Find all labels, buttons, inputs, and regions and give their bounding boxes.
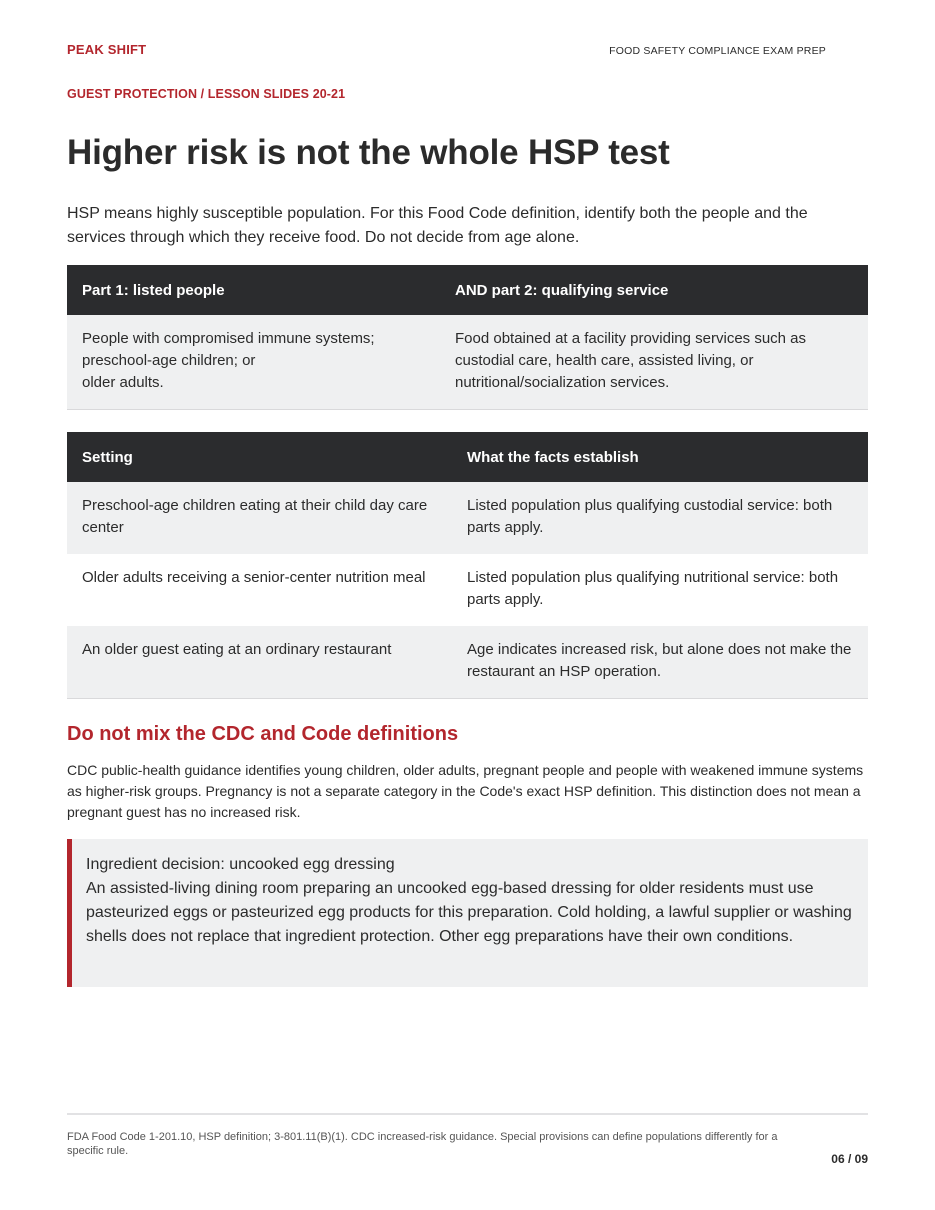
callout-title: Ingredient decision: uncooked egg dressing (86, 856, 395, 873)
intro-paragraph: HSP means highly susceptible population. For this Food Code definition, identify both the people and the services through which they receive food. Do not decide from age alone. (67, 205, 808, 246)
table-header-row (67, 265, 868, 315)
setting-cell: An older guest eating at an ordinary restaurant (67, 626, 452, 699)
facts-cell: Age indicates increased risk, but alone does not make the restaurant an HSP operation. (452, 626, 868, 699)
settings-table (67, 432, 868, 699)
column-header-setting: Setting (67, 432, 452, 482)
column-header-facts: What the facts establish (452, 432, 868, 482)
people-line: older adults. (82, 374, 164, 391)
brand-name: PEAK SHIFT (67, 42, 147, 57)
column-header-service: AND part 2: qualifying service (440, 265, 868, 315)
column-header-people: Part 1: listed people (67, 265, 440, 315)
table-row (67, 626, 868, 699)
setting-cell: Preschool-age children eating at their child day care center (67, 482, 452, 554)
table-row (67, 482, 868, 554)
setting-cell: Older adults receiving a senior-center nutrition meal (67, 554, 452, 626)
table-row (67, 315, 868, 410)
course-title: FOOD SAFETY COMPLIANCE EXAM PREP (609, 45, 826, 57)
facts-cell: Listed population plus qualifying nutritional service: both parts apply. (452, 554, 868, 626)
people-line: preschool-age children; or (82, 352, 256, 369)
callout-body: An assisted-living dining room preparing an uncooked egg-based dressing for older residents must use pasteurized eggs or pasteurized egg products for this preparation. Cold holding, a lawful supplier or washing shells does not replace that ingredient protection. Other egg preparations have their own conditions. (86, 880, 852, 945)
page-number: 06 / 09 (831, 1152, 868, 1166)
table-row (67, 554, 868, 626)
footer-divider (67, 1113, 868, 1115)
service-cell: Food obtained at a facility providing services such as custodial care, health care, assisted living, or nutritional/socialization services. (440, 315, 868, 410)
page-header (67, 42, 868, 62)
ingredient-callout (67, 839, 868, 987)
hsp-definition-table (67, 265, 868, 410)
facts-cell: Listed population plus qualifying custodial service: both parts apply. (452, 482, 868, 554)
table-header-row (67, 432, 868, 482)
people-line: People with compromised immune systems; (82, 330, 375, 347)
people-cell (67, 315, 440, 410)
section-heading: Do not mix the CDC and Code definitions (67, 723, 459, 745)
section-paragraph: CDC public-health guidance identifies young children, older adults, pregnant people and people with weakened immune systems as higher-risk groups. Pregnancy is not a separate category in the Code's exact HSP definition. This distinction does not mean a pregnant guest has no increased risk. (67, 762, 864, 820)
footnote: FDA Food Code 1-201.10, HSP definition; 3-801.11(B)(1). CDC increased-risk guidance. Special provisions can define populations differently for a specific rule. (67, 1131, 778, 1157)
page-title: Higher risk is not the whole HSP test (67, 133, 670, 172)
lesson-eyebrow: GUEST PROTECTION / LESSON SLIDES 20-21 (67, 87, 346, 101)
